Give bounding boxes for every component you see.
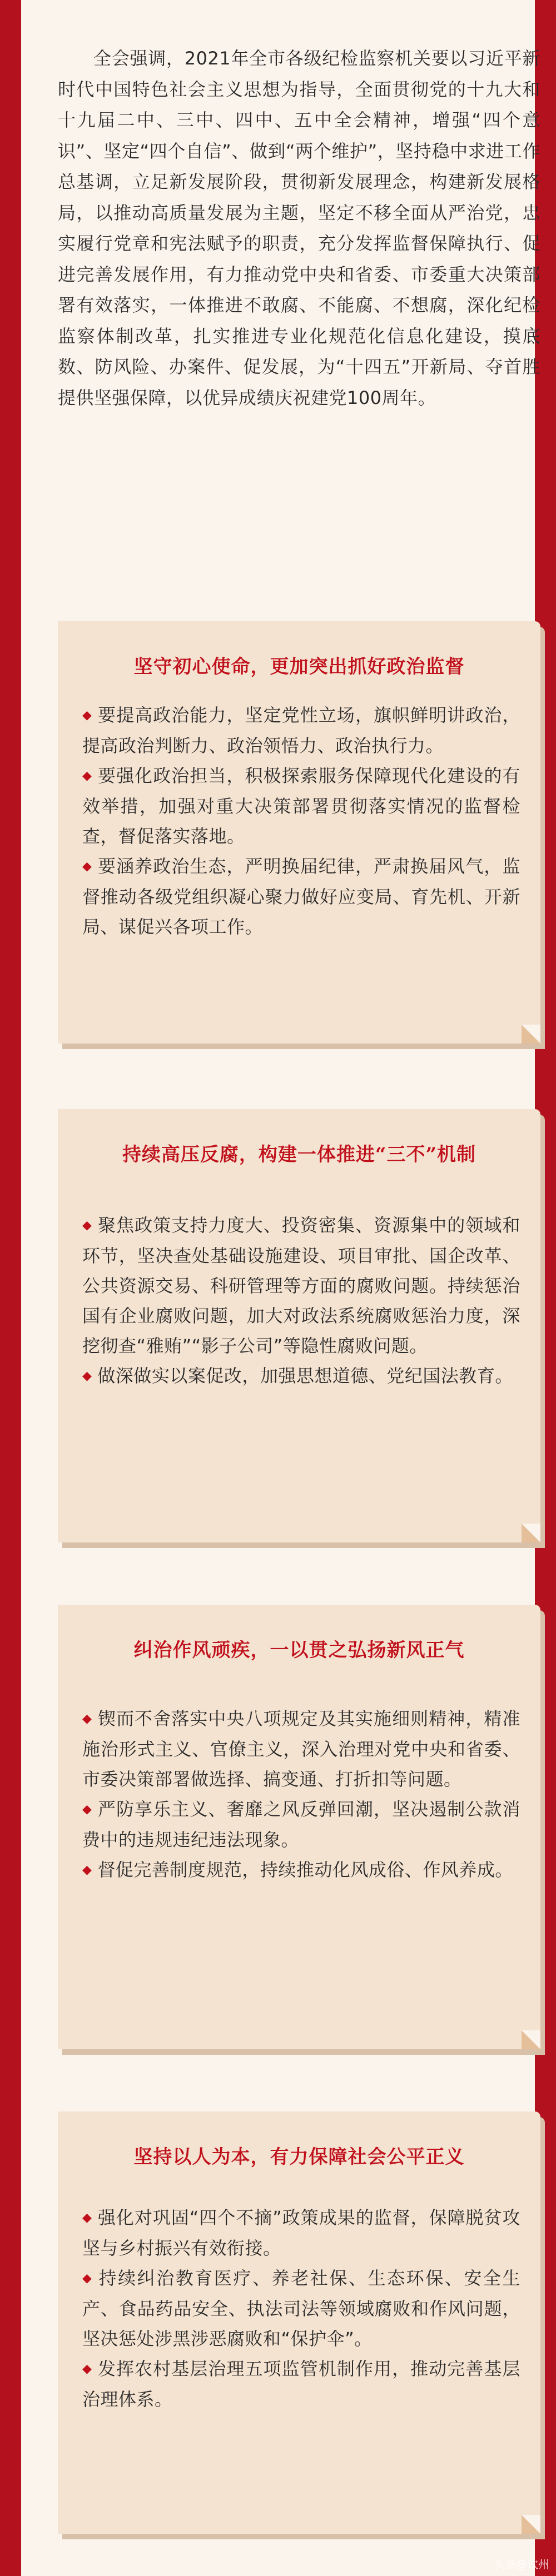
diamond-bullet-icon: ◆ bbox=[82, 1863, 92, 1877]
section-body bbox=[82, 700, 520, 942]
folded-corner bbox=[522, 1025, 540, 1044]
folded-corner bbox=[522, 2030, 540, 2049]
section-card-political-supervision bbox=[58, 621, 540, 1044]
section-body bbox=[82, 1704, 520, 1885]
section-card-social-justice bbox=[58, 2111, 540, 2534]
folded-corner bbox=[522, 1524, 540, 1542]
list-item: ◆ 持续纠治教育医疗、养老社保、生态环保、安全生产、食品药品安全、执法司法等领域腐败和作风问题，坚决惩处涉黑涉恶腐败和“保护伞”。 bbox=[82, 2268, 520, 2349]
diamond-bullet-icon: ◆ bbox=[82, 1712, 92, 1726]
folded-corner bbox=[522, 2515, 540, 2534]
intro-text: 全会强调，2021年全市各级纪检监察机关要以习近平新时代中国特色社会主义思想为指导，全面贯彻党的十九大和十九届二中、三中、四中、五中全会精神，增强“四个意识”、坚定“四个自信”、做到“两个维护”，坚持稳中求进工作总基调，立足新发展阶段，贯彻新发展理念，构建新发展格局，以推动高质量发展为主题，坚定不移全面从严治党，忠实履行党章和宪法赋予的职责，充分发挥监督保障执行、促进完善发展作用，有力推动党中央和省委、市委重大决策部署有效落实，一体推进不敢腐、不能腐、不想腐，深化纪检监察体制改革，扎实推进专业化规范化信息化建设，摸底数、防风险、办案件、促发展，为“十四五”开新局、夺首胜提供坚强保障，以优异成绩庆祝建党100周年。 bbox=[58, 48, 540, 408]
section-card-work-style bbox=[58, 1605, 540, 2049]
section-title: 持续高压反腐，构建一体推进“三不”机制 bbox=[122, 1144, 476, 1166]
diamond-bullet-icon: ◆ bbox=[82, 769, 92, 783]
list-item: ◆ 强化对巩固“四个不摘”政策成果的监督，保障脱贫攻坚与乡村振兴有效衔接。 bbox=[82, 2207, 520, 2259]
diamond-bullet-icon: ◆ bbox=[82, 1219, 92, 1232]
content-panel bbox=[21, 0, 540, 2576]
section-title: 纠治作风顽疾，一以贯之弘扬新风正气 bbox=[133, 1639, 465, 1661]
diamond-bullet-icon: ◆ bbox=[82, 708, 92, 722]
list-item: ◆ 发挥农村基层治理五项监管机制作用，推动完善基层治理体系。 bbox=[82, 2358, 520, 2410]
list-item: ◆ 锲而不舍落实中央八项规定及其实施细则精神，精准施治形式主义、官僚主义，深入治理对党中央和省委、市委决策部署做选择、搞变通、打折扣等问题。 bbox=[82, 1708, 520, 1790]
section-body bbox=[82, 1210, 520, 1391]
list-item: ◆ 做深做实以案促改，加强思想道德、党纪国法教育。 bbox=[82, 1365, 513, 1386]
diamond-bullet-icon: ◆ bbox=[82, 1803, 92, 1816]
watermark: 头条@钦州 bbox=[494, 2558, 549, 2571]
diamond-bullet-icon: ◆ bbox=[82, 860, 92, 873]
diamond-bullet-icon: ◆ bbox=[82, 2211, 92, 2225]
intro-paragraph bbox=[58, 43, 540, 413]
list-item: ◆ 督促完善制度规范，持续推动化风成俗、作风养成。 bbox=[82, 1859, 513, 1880]
section-card-anti-corruption bbox=[58, 1109, 540, 1542]
diamond-bullet-icon: ◆ bbox=[82, 2362, 92, 2376]
list-item: ◆ 要涵养政治生态，严明换届纪律，严肃换届风气，监督推动各级党组织凝心聚力做好应变局、育先机、开新局、谋促兴各项工作。 bbox=[82, 856, 520, 937]
diamond-bullet-icon: ◆ bbox=[82, 1369, 92, 1383]
diamond-bullet-icon: ◆ bbox=[82, 2272, 93, 2285]
list-item: ◆ 要提高政治能力，坚定党性立场，旗帜鲜明讲政治，提高政治判断力、政治领悟力、政治执行力。 bbox=[82, 705, 520, 756]
section-body bbox=[82, 2203, 520, 2414]
list-item: ◆ 严防享乐主义、奢靡之风反弹回潮，坚决遏制公款消费中的违规违纪违法现象。 bbox=[82, 1799, 520, 1850]
section-title: 坚持以人为本，有力保障社会公平正义 bbox=[133, 2146, 465, 2168]
list-item: ◆ 要强化政治担当，积极探索服务保障现代化建设的有效举措，加强对重大决策部署贯彻落实情况的监督检查，督促落实落地。 bbox=[82, 765, 520, 847]
section-title: 坚守初心使命，更加突出抓好政治监督 bbox=[133, 656, 465, 678]
list-item: ◆ 聚焦政策支持力度大、投资密集、资源集中的领域和环节，坚决查处基础设施建设、项目审批、国企改革、公共资源交易、科研管理等方面的腐败问题。持续惩治国有企业腐败问题，加大对政法系统腐败惩治力度，深挖彻查“雅贿”“影子公司”等隐性腐败问题。 bbox=[82, 1215, 520, 1356]
